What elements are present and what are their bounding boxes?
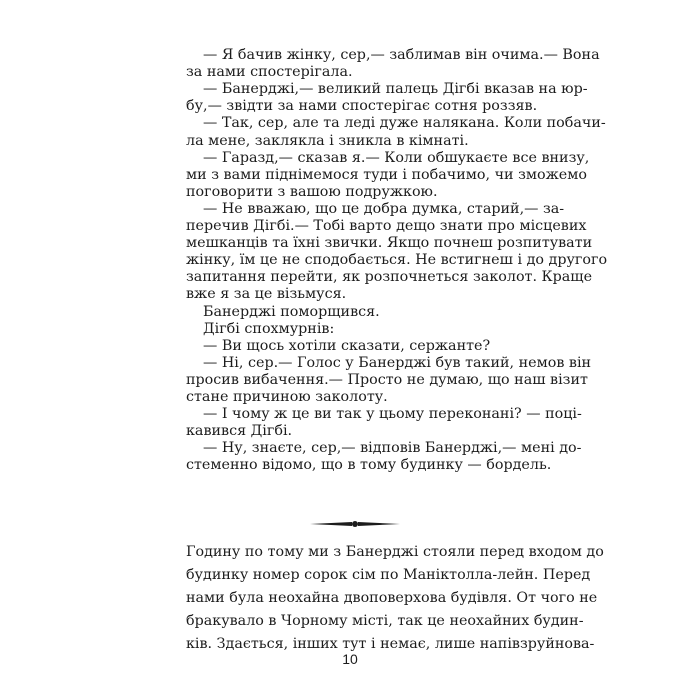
text-line: — Не вважаю, що це добра думка, старий,— за- [203, 200, 565, 217]
text-line: будинку номер сорок сім по Маніктолла-лейн. Перед [186, 567, 591, 583]
text-line: — Я бачив жінку, сер,— заблимав він очима.— Вона [203, 47, 600, 63]
text-line: — Так, сер, але та леді дуже налякана. Коли побачи- [203, 115, 606, 132]
text-line: мешканців та їхні звички. Якщо почнеш розпитувати [186, 235, 593, 252]
text-line: кавився Дігбі. [186, 423, 293, 440]
text-line: — Гаразд,— сказав я.— Коли обшукаєте все внизу, [203, 149, 590, 166]
text-line: — Ні, сер.— Голос у Банерджі був такий, немов він [203, 354, 592, 371]
text-line: — Ви щось хотіли сказати, сержанте? [203, 337, 491, 354]
text-line: Банерджі поморщився. [203, 303, 380, 320]
text-line: поговорити з вашою подружкою. [186, 183, 438, 200]
text-line: — І чому ж це ви так у цьому переконані? — поці- [203, 406, 582, 423]
page-number: 10 [342, 651, 358, 667]
text-line: бу,— звідти за нами спостерігає сотня роззяв. [186, 98, 538, 115]
section-divider-ornament [308, 517, 402, 531]
text-line: вже я за це візьмуся. [186, 286, 347, 303]
text-line: ла мене, заклякла і зникла в кімнаті. [186, 132, 469, 149]
text-line: ми з вами піднімемося туди і побачимо, чи зможемо [186, 166, 587, 183]
text-line: запитання перейти, як розпочнеться заколот. Краще [186, 269, 593, 286]
text-line: ків. Здається, інших тут і немає, лише напівзруйнова- [186, 636, 595, 652]
text-line: бракувало в Чорному місті, так це неохайних будин- [186, 613, 584, 629]
text-line: стане причиною заколоту. [186, 389, 388, 405]
text-line: нами була неохайна двоповерхова будівля. От чого не [186, 590, 598, 606]
text-line: жінку, їм це не сподобається. Не встигнеш і до другого [186, 252, 608, 269]
text-line: за нами спостерігала. [186, 64, 353, 81]
text-line: — Банерджі,— великий палець Дігбі вказав на юр- [203, 81, 588, 98]
text-line: стеменно відомо, що в тому будинку — бордель. [186, 457, 552, 474]
text-line: — Ну, знаєте, сер,— відповів Банерджі,— мені до- [203, 440, 582, 457]
text-line: Годину по тому ми з Банерджі стояли перед входом до [186, 544, 604, 560]
text-line: Дігбі спохмурнів: [203, 320, 335, 337]
text-line: просив вибачення.— Просто не думаю, що наш візит [186, 371, 588, 388]
text-line: перечив Дігбі.— Тобі варто дещо знати про місцевих [186, 218, 587, 234]
